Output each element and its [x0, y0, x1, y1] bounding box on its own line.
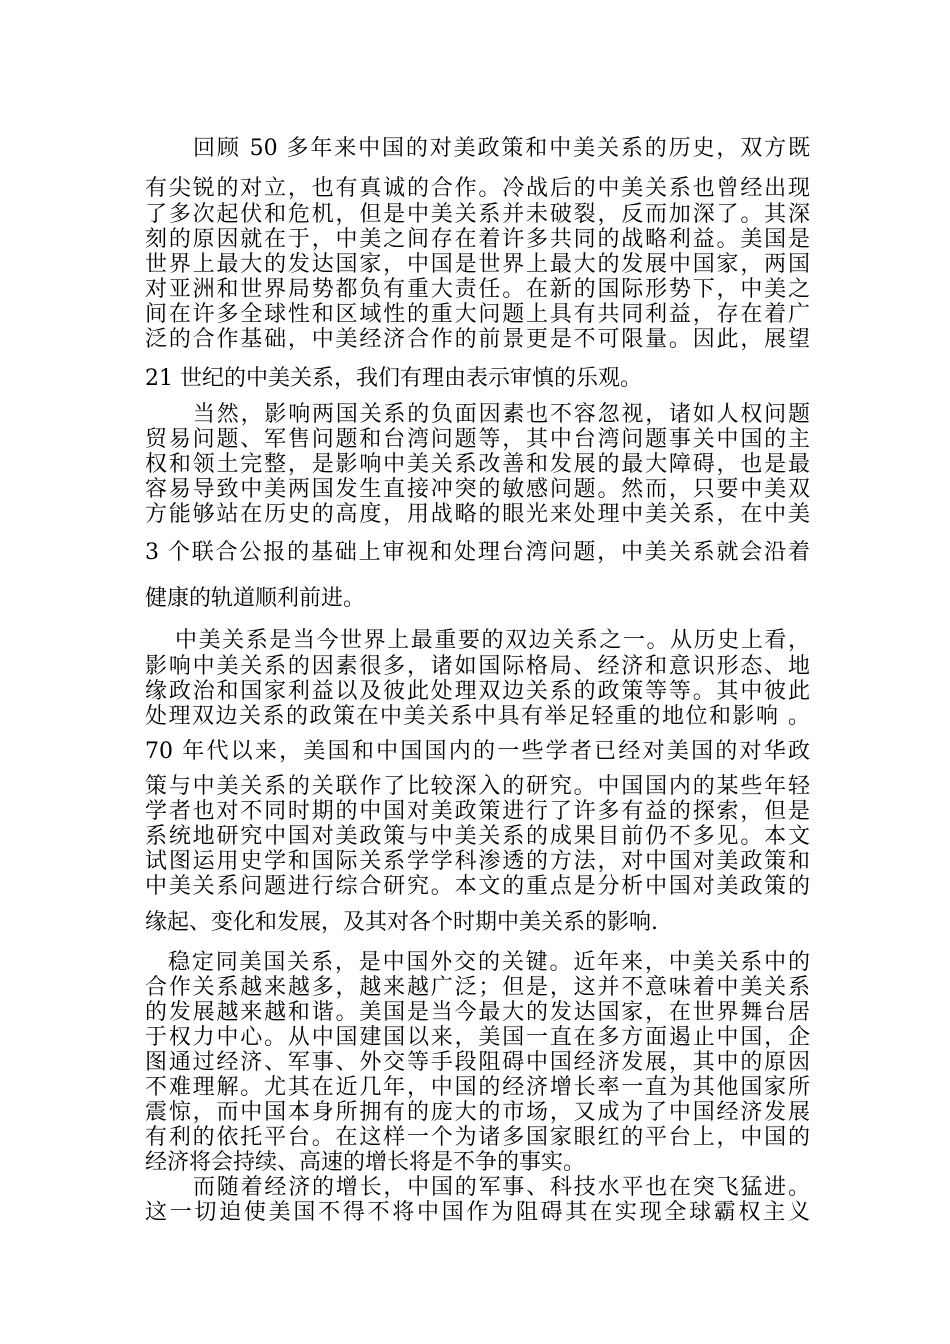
text-line: 刻的原因就在于，中美之间存在着许多共同的战略利益。美国是 — [145, 227, 810, 252]
text-line: 震惊，而中国本身所拥有的庞大的市场，又成为了中国经济发展 — [145, 1100, 810, 1125]
text-line: 这一切迫使美国不得不将中国作为阻碍其在实现全球霸权主义 — [145, 1200, 810, 1225]
text-line: 的发展越来越和谐。美国是当今最大的发达国家，在世界舞台居 — [145, 1000, 810, 1025]
text-line: 中美关系是当今世界上最重要的双边关系之一。从历史上看， — [175, 628, 810, 653]
text-line: 而随着经济的增长，中国的军事、科技水平也在突飞猛进。 — [193, 1175, 810, 1200]
text-line: 21 世纪的中美关系，我们有理由表示审慎的乐观。 — [145, 366, 642, 391]
text-line: 贸易问题、军售问题和台湾问题等，其中台湾问题事关中国的主 — [145, 427, 810, 452]
text-line: 健康的轨道顺利前进。 — [145, 586, 366, 611]
text-line: 图通过经济、军事、外交等手段阻碍中国经济发展，其中的原因 — [145, 1050, 810, 1075]
text-line: 70 年代以来，美国和中国国内的一些学者已经对美国的对华政 — [145, 739, 810, 764]
text-line: 容易导致中美两国发生直接冲突的敏感问题。然而，只要中美双 — [145, 477, 810, 502]
text-line: 试图运用史学和国际关系学学科渗透的方法，对中国对美政策和 — [145, 849, 810, 874]
text-line: 处理双边关系的政策在中美关系中具有举足轻重的地位和影响 。 — [145, 704, 810, 729]
text-line: 缘起、变化和发展，及其对各个时期中美关系的影响. — [145, 910, 658, 935]
text-line: 缘政治和国家利益以及彼此处理双边关系的政策等等。其中彼此 — [145, 679, 810, 704]
text-line: 经济将会持续、高速的增长将是不争的事实。 — [145, 1150, 586, 1175]
text-line: 影响中美关系的因素很多，诸如国际格局、经济和意识形态、地 — [145, 654, 810, 679]
text-line: 稳定同美国关系，是中国外交的关键。近年来，中美关系中的 — [168, 950, 810, 975]
text-line: 了多次起伏和危机，但是中美关系并未破裂，反而加深了。其深 — [145, 202, 810, 227]
text-line: 权和领土完整，是影响中美关系改善和发展的最大障碍，也是最 — [145, 452, 810, 477]
text-line: 中美关系问题进行综合研究。本文的重点是分析中国对美政策的 — [145, 874, 810, 899]
text-line: 有利的依托平台。在这样一个为诸多国家眼红的平台上，中国的 — [145, 1125, 810, 1150]
text-line: 策与中美关系的关联作了比较深入的研究。中国国内的某些年轻 — [145, 774, 810, 799]
text-line: 当然，影响两国关系的负面因素也不容忽视，诸如人权问题 — [193, 402, 810, 427]
text-line: 不难理解。尤其在近几年，中国的经济增长率一直为其他国家所 — [145, 1075, 810, 1100]
text-line: 世界上最大的发达国家，中国是世界上最大的发展中国家，两国 — [145, 252, 810, 277]
text-line: 系统地研究中国对美政策与中美关系的成果目前仍不多见。本文 — [145, 824, 810, 849]
text-line: 泛的合作基础，中美经济合作的前景更是不可限量。因此，展望 — [145, 327, 810, 352]
text-line: 间在许多全球性和区域性的重大问题上具有共同利益，存在着广 — [145, 302, 810, 327]
text-line: 学者也对不同时期的中国对美政策进行了许多有益的探索，但是 — [145, 799, 810, 824]
text-line: 方能够站在历史的高度，用战略的眼光来处理中美关系，在中美 — [145, 502, 810, 527]
text-line: 3 个联合公报的基础上审视和处理台湾问题，中美关系就会沿着 — [145, 540, 810, 565]
text-line: 有尖锐的对立，也有真诚的合作。冷战后的中美关系也曾经出现 — [145, 176, 810, 201]
text-line: 合作关系越来越多，越来越广泛；但是，这并不意味着中美关系 — [145, 975, 810, 1000]
text-line: 对亚洲和世界局势都负有重大责任。在新的国际形势下，中美之 — [145, 277, 810, 302]
text-line: 回顾 50 多年来中国的对美政策和中美关系的历史，双方既 — [193, 136, 810, 161]
text-line: 于权力中心。从中国建国以来，美国一直在多方面遏止中国，企 — [145, 1025, 810, 1050]
